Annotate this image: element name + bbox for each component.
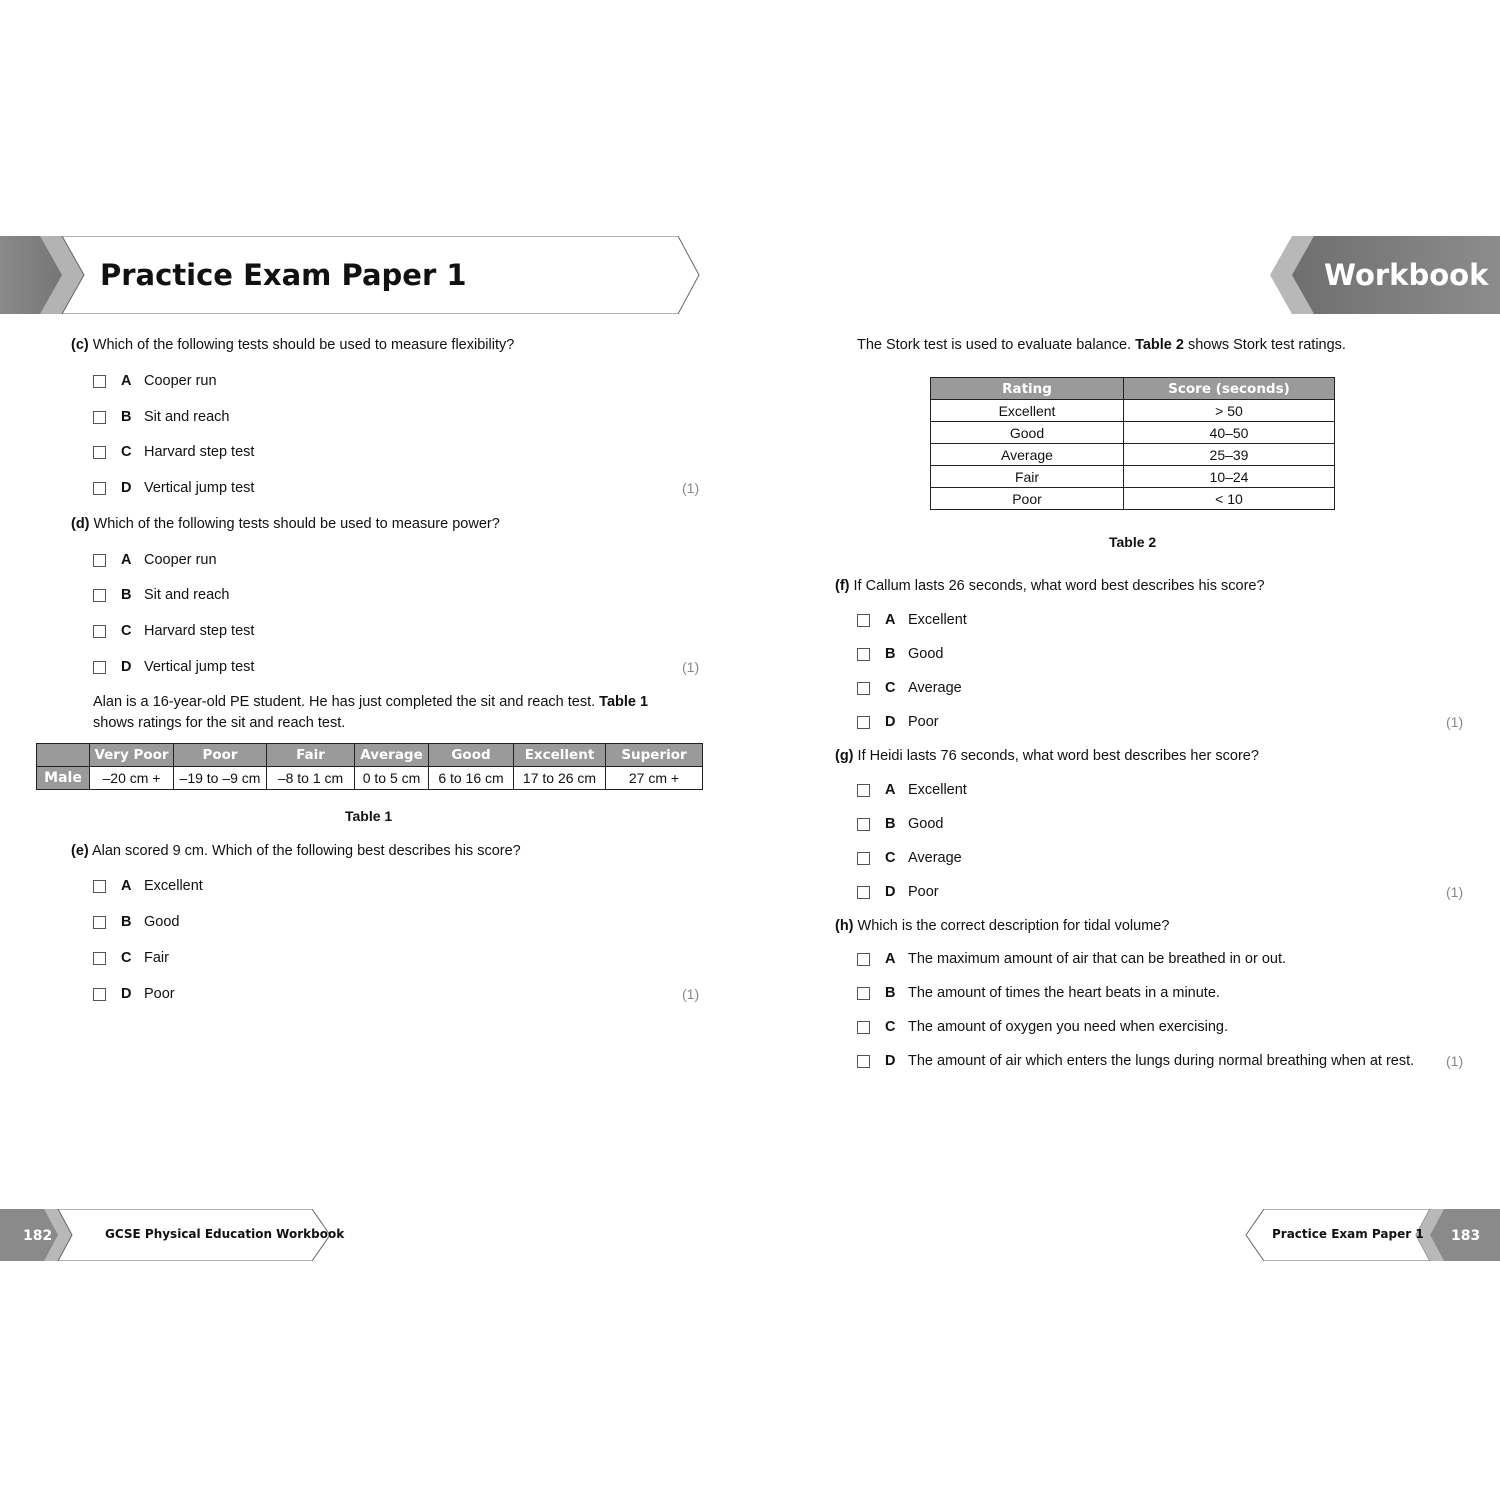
option-letter: D (121, 480, 132, 496)
table-row (931, 466, 1335, 488)
header-right-banner (1270, 236, 1500, 314)
checkbox[interactable] (857, 852, 870, 865)
intro-paragraph-table1 (93, 692, 693, 734)
option-text: Average (908, 680, 962, 696)
question-c (71, 336, 514, 354)
option-text: Good (908, 816, 944, 832)
checkbox[interactable] (93, 375, 106, 388)
page-number-right: 183 (1451, 1228, 1481, 1244)
checkbox[interactable] (93, 411, 106, 424)
option-text: The amount of oxygen you need when exercising. (908, 1019, 1229, 1035)
table-row (931, 422, 1335, 444)
footer-left (0, 1209, 345, 1261)
table-cell: –19 to –9 cm (174, 767, 267, 790)
table-header-cell: Poor (174, 744, 267, 767)
table-header-cell: Good (429, 744, 514, 767)
checkbox[interactable] (857, 886, 870, 899)
checkbox[interactable] (93, 482, 106, 495)
table-cell: < 10 (1124, 488, 1335, 510)
option-text: The maximum amount of air that can be breathed in or out. (908, 951, 1287, 967)
table-header-cell: Score (seconds) (1124, 378, 1335, 400)
option-letter: A (885, 951, 896, 967)
option-letter: C (121, 444, 132, 460)
checkbox[interactable] (857, 1021, 870, 1034)
table-cell: 27 cm + (606, 767, 703, 790)
mark-d: (1) (682, 659, 700, 675)
table-cell: 17 to 26 cm (514, 767, 606, 790)
question-text: Which of the following tests should be used to measure flexibility? (92, 337, 515, 353)
checkbox[interactable] (93, 625, 106, 638)
mark-f: (1) (1446, 714, 1464, 730)
table-row (931, 444, 1335, 466)
table-header-row (931, 378, 1335, 400)
checkbox[interactable] (93, 446, 106, 459)
table-cell: 40–50 (1124, 422, 1335, 444)
table-header-cell: Fair (267, 744, 355, 767)
table-row (931, 400, 1335, 422)
table-row (37, 767, 703, 790)
table-cell: Poor (931, 488, 1124, 510)
option-text: Average (908, 850, 962, 866)
option-letter: D (121, 986, 132, 1002)
option-letter: A (885, 782, 896, 798)
option-text: Poor (908, 714, 939, 730)
table-cell: Fair (931, 466, 1124, 488)
option-text: Cooper run (144, 373, 217, 389)
table-header-cell (37, 744, 90, 767)
question-text: Which is the correct description for tidal volume? (857, 918, 1170, 934)
question-g (835, 747, 1259, 765)
table-cell: Good (931, 422, 1124, 444)
checkbox[interactable] (857, 682, 870, 695)
option-letter: B (121, 587, 132, 603)
table-cell: > 50 (1124, 400, 1335, 422)
option-text: Sit and reach (144, 409, 230, 425)
option-letter: A (885, 612, 896, 628)
checkbox[interactable] (857, 716, 870, 729)
option-text: Fair (144, 950, 169, 966)
option-letter: D (885, 884, 896, 900)
option-letter: D (121, 659, 132, 675)
table-cell: 25–39 (1124, 444, 1335, 466)
option-letter: C (121, 950, 132, 966)
option-letter: B (885, 816, 896, 832)
table-cell: 6 to 16 cm (429, 767, 514, 790)
checkbox[interactable] (857, 818, 870, 831)
footer-right (1244, 1209, 1500, 1261)
option-letter: A (121, 878, 132, 894)
option-letter: D (885, 714, 896, 730)
table-reference: Table 2 (1135, 337, 1184, 353)
question-label: (h) (835, 918, 854, 934)
checkbox[interactable] (93, 916, 106, 929)
checkbox[interactable] (857, 784, 870, 797)
question-text: If Callum lasts 26 seconds, what word best describes his score? (853, 578, 1265, 594)
option-letter: D (885, 1053, 896, 1069)
table-2-caption: Table 2 (1109, 534, 1157, 550)
option-text: Excellent (908, 612, 967, 628)
question-label: (e) (71, 843, 89, 859)
checkbox[interactable] (857, 987, 870, 1000)
option-text: Vertical jump test (144, 659, 255, 675)
mark-c: (1) (682, 480, 700, 496)
table-2 (930, 377, 1335, 510)
checkbox[interactable] (93, 952, 106, 965)
page-number-left: 182 (23, 1228, 53, 1244)
table-row (931, 488, 1335, 510)
checkbox[interactable] (857, 614, 870, 627)
option-text: Good (144, 914, 180, 930)
option-letter: B (885, 646, 896, 662)
option-letter: A (121, 373, 132, 389)
option-text: Poor (908, 884, 939, 900)
table-reference: Table 1 (599, 694, 649, 710)
option-text: Excellent (144, 878, 203, 894)
table-cell: –20 cm + (90, 767, 174, 790)
checkbox[interactable] (857, 648, 870, 661)
table-1 (36, 743, 703, 790)
header-left-banner (0, 236, 700, 314)
table-cell: 0 to 5 cm (355, 767, 429, 790)
option-text: Cooper run (144, 552, 217, 568)
question-text: If Heidi lasts 76 seconds, what word best describes her score? (857, 748, 1259, 764)
question-text: Which of the following tests should be used to measure power? (93, 516, 500, 532)
table-header-cell: Very Poor (90, 744, 174, 767)
intro-text: shows ratings for the sit and reach test. (93, 715, 346, 731)
option-text: Poor (144, 986, 175, 1002)
checkbox[interactable] (93, 589, 106, 602)
option-letter: B (121, 914, 132, 930)
checkbox[interactable] (93, 880, 106, 893)
footer-book-title: GCSE Physical Education Workbook (105, 1227, 345, 1241)
question-d (71, 515, 500, 533)
checkbox[interactable] (93, 661, 106, 674)
checkbox[interactable] (93, 554, 106, 567)
question-label: (g) (835, 748, 854, 764)
workbook-label: Workbook (1324, 258, 1489, 292)
table-header-cell: Average (355, 744, 429, 767)
option-text: Harvard step test (144, 623, 255, 639)
table-header-cell: Superior (606, 744, 703, 767)
question-e (71, 842, 521, 860)
checkbox[interactable] (93, 988, 106, 1001)
option-text: Harvard step test (144, 444, 255, 460)
page-title: Practice Exam Paper 1 (100, 258, 467, 292)
mark-g: (1) (1446, 884, 1464, 900)
checkbox[interactable] (857, 1055, 870, 1068)
checkbox[interactable] (857, 953, 870, 966)
option-letter: C (121, 623, 132, 639)
intro-text: The Stork test is used to evaluate balance. (857, 337, 1136, 353)
table-cell: Excellent (931, 400, 1124, 422)
question-label: (f) (835, 578, 850, 594)
option-letter: C (885, 850, 896, 866)
option-text: The amount of air which enters the lungs during normal breathing when at rest. (908, 1053, 1415, 1069)
option-text: Excellent (908, 782, 967, 798)
table-header-cell: Rating (931, 378, 1124, 400)
option-letter: B (121, 409, 132, 425)
table-row-label: Male (37, 767, 90, 790)
question-text: Alan scored 9 cm. Which of the following best describes his score? (91, 843, 521, 859)
question-label: (c) (71, 337, 89, 353)
mark-e: (1) (682, 986, 700, 1002)
option-text: Vertical jump test (144, 480, 255, 496)
option-letter: C (885, 680, 896, 696)
option-text: Sit and reach (144, 587, 230, 603)
table-header-cell: Excellent (514, 744, 606, 767)
question-f (835, 577, 1265, 595)
question-h (835, 917, 1169, 935)
table-cell: 10–24 (1124, 466, 1335, 488)
option-text: Good (908, 646, 944, 662)
intro-text: Alan is a 16-year-old PE student. He has just completed the sit and reach test. (93, 694, 600, 710)
option-letter: C (885, 1019, 896, 1035)
intro-paragraph-table2 (857, 336, 1346, 354)
question-label: (d) (71, 516, 90, 532)
footer-section-title: Practice Exam Paper 1 (1272, 1227, 1424, 1241)
table-header-row (37, 744, 703, 767)
table-cell: Average (931, 444, 1124, 466)
table-cell: –8 to 1 cm (267, 767, 355, 790)
table-1-caption: Table 1 (345, 808, 393, 824)
mark-h: (1) (1446, 1053, 1464, 1069)
option-letter: A (121, 552, 132, 568)
intro-text: shows Stork test ratings. (1183, 337, 1346, 353)
option-text: The amount of times the heart beats in a minute. (908, 985, 1220, 1001)
option-letter: B (885, 985, 896, 1001)
